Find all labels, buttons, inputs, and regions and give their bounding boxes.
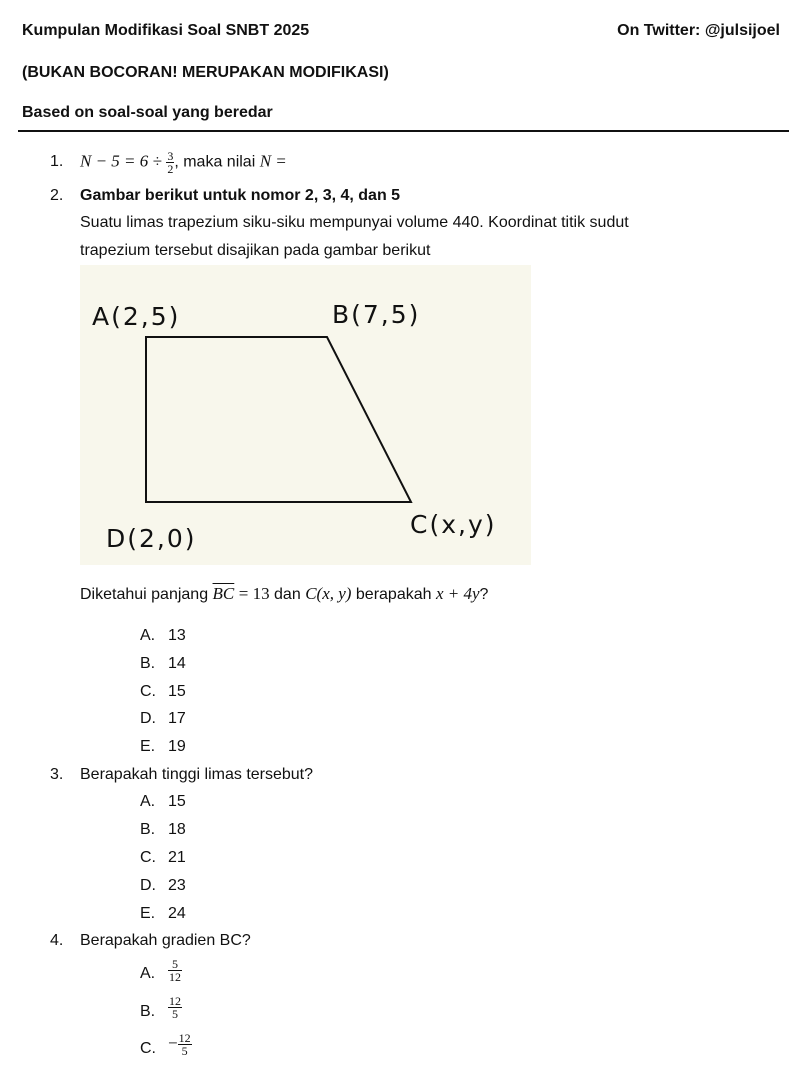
label-point-b: B(7,5) bbox=[332, 300, 421, 329]
trapezium-diagram bbox=[80, 265, 531, 565]
q2-option-e-value[interactable]: 19 bbox=[168, 738, 186, 755]
q3-option-c-value[interactable]: 21 bbox=[168, 849, 186, 866]
disclaimer-subtitle: (BUKAN BOCORAN! MERUPAKAN MODIFIKASI) bbox=[22, 64, 389, 81]
q3-option-e-label[interactable]: E. bbox=[140, 905, 156, 922]
q2-option-b-value[interactable]: 14 bbox=[168, 655, 186, 672]
q2-heading: Gambar berikut untuk nomor 2, 3, 4, dan 5 bbox=[80, 187, 401, 204]
q1-variable: N = bbox=[259, 151, 287, 171]
q3-option-b-label[interactable]: B. bbox=[140, 821, 156, 838]
q3-option-d-value[interactable]: 23 bbox=[168, 877, 186, 894]
q3-option-a-label[interactable]: A. bbox=[140, 793, 156, 810]
q2-line2: trapezium tersebut disajikan pada gambar berikut bbox=[80, 242, 431, 259]
q2-line1: Suatu limas trapezium siku-siku mempunyai volume 440. Koordinat titik sudut bbox=[80, 214, 629, 231]
q1-number: 1. bbox=[50, 153, 64, 170]
q4-option-b-fraction: $\frac{12}{5}$ bbox=[169, 994, 181, 1021]
q3-option-a-value[interactable]: 15 bbox=[168, 793, 186, 810]
label-point-c: C(x,y) bbox=[410, 510, 497, 539]
q2-option-e-label[interactable]: E. bbox=[140, 738, 156, 755]
q2-option-c-label[interactable]: C. bbox=[140, 683, 156, 700]
q2-question-mark: ? bbox=[479, 586, 489, 603]
q2-expression: x + 4y bbox=[435, 584, 480, 603]
twitter-handle: On Twitter: @julsijoel bbox=[617, 22, 780, 39]
q4-option-a-label[interactable]: A. bbox=[140, 965, 156, 982]
q2-option-c-value[interactable]: 15 bbox=[168, 683, 186, 700]
q2-number: 2. bbox=[50, 187, 64, 204]
q2-prompt bbox=[80, 584, 488, 604]
q4-option-c-sign: − bbox=[168, 1033, 178, 1053]
q2-point-c: C(x, y) bbox=[305, 584, 352, 603]
q3-option-d-label[interactable]: D. bbox=[140, 877, 156, 894]
q2-option-a-label[interactable]: A. bbox=[140, 627, 156, 644]
label-point-a: A(2,5) bbox=[92, 302, 181, 331]
q2-prompt-and: dan bbox=[274, 586, 301, 603]
q3-number: 3. bbox=[50, 766, 64, 783]
q1-text bbox=[80, 150, 287, 175]
source-note: Based on soal-soal yang beredar bbox=[22, 104, 273, 121]
q2-option-d-label[interactable]: D. bbox=[140, 710, 156, 727]
q4-option-c-label[interactable]: C. bbox=[140, 1040, 156, 1057]
q2-prompt-post: berapakah bbox=[355, 586, 432, 603]
q3-option-e-value[interactable]: 24 bbox=[168, 905, 186, 922]
q1-equation: N − 5 = 6 ÷ bbox=[80, 151, 162, 171]
q3-option-c-label[interactable]: C. bbox=[140, 849, 156, 866]
q4-text: Berapakah gradien BC? bbox=[80, 932, 251, 949]
q4-option-c-value[interactable] bbox=[168, 1032, 192, 1057]
q1-fraction: $\frac{3}{2}$ bbox=[167, 149, 174, 176]
q4-option-a-fraction: $\frac{5}{12}$ bbox=[169, 957, 181, 984]
document-title: Kumpulan Modifikasi Soal SNBT 2025 bbox=[22, 22, 310, 39]
label-point-d: D(2,0) bbox=[106, 524, 197, 553]
q3-text: Berapakah tinggi limas tersebut? bbox=[80, 766, 314, 783]
q4-number: 4. bbox=[50, 932, 64, 949]
q3-option-b-value[interactable]: 18 bbox=[168, 821, 186, 838]
q1-question-text: , maka nilai bbox=[174, 153, 256, 171]
trapezium-figure bbox=[80, 265, 531, 565]
q4-option-a-value[interactable] bbox=[168, 958, 182, 983]
trapezium-shape bbox=[146, 337, 411, 502]
q4-option-c-fraction: $\frac{12}{5}$ bbox=[178, 1031, 191, 1058]
q4-option-b-value[interactable] bbox=[168, 995, 182, 1020]
q2-length-value: = 13 bbox=[238, 584, 270, 603]
q2-prompt-pre: Diketahui panjang bbox=[80, 586, 209, 603]
q2-segment-bc: $\overline{BC}$ bbox=[212, 584, 235, 603]
q2-option-d-value[interactable]: 17 bbox=[168, 710, 186, 727]
header-divider bbox=[18, 130, 789, 132]
q2-option-b-label[interactable]: B. bbox=[140, 655, 156, 672]
q4-option-b-label[interactable]: B. bbox=[140, 1003, 156, 1020]
q2-option-a-value[interactable]: 13 bbox=[168, 627, 186, 644]
